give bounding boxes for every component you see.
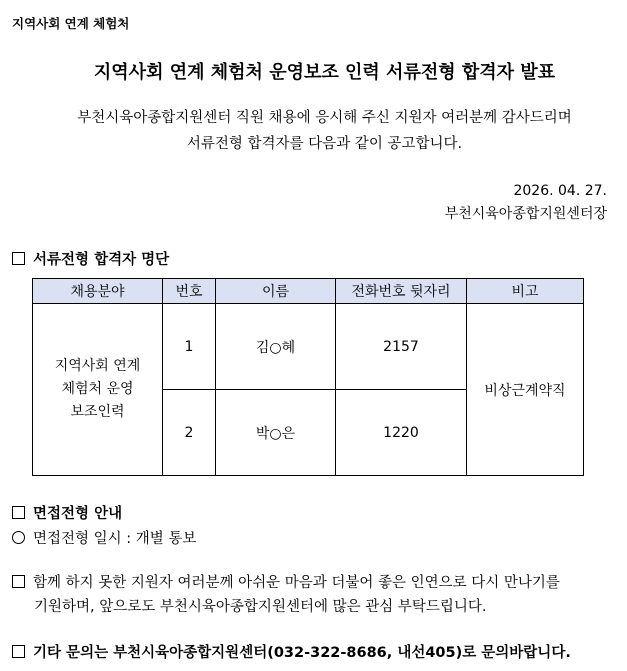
column-header: 이름 — [216, 279, 336, 304]
thanks-line-2: 기원하며, 앞으로도 부천시육아종합지원센터에 많은 관심 부탁드립니다. — [34, 599, 487, 615]
intro-text — [0, 105, 627, 157]
square-bullet-icon — [12, 252, 25, 265]
remark-cell: 비상근계약직 — [467, 304, 584, 476]
page-title: 지역사회 연계 체험처 운영보조 인력 서류전형 합격자 발표 — [93, 62, 556, 83]
section-pass-heading — [12, 248, 169, 269]
column-header: 번호 — [163, 279, 216, 304]
table-header-row — [33, 279, 584, 304]
field-cell — [33, 304, 163, 476]
square-bullet-icon — [12, 575, 25, 588]
name-cell: 박○은 — [216, 390, 336, 476]
section-interview-heading — [12, 502, 122, 523]
square-bullet-icon — [12, 645, 25, 658]
number-cell: 2 — [163, 390, 216, 476]
column-header: 비고 — [467, 279, 584, 304]
header-tag: 지역사회 연계 체험처 — [12, 16, 130, 31]
field-line: 지역사회 연계 — [54, 358, 141, 374]
date-block — [445, 180, 607, 226]
circle-bullet-icon — [12, 531, 25, 544]
announcement-date: 2026. 04. 27. — [513, 183, 607, 199]
section-pass-title: 서류전형 합격자 명단 — [33, 252, 170, 268]
thanks-paragraph — [12, 571, 612, 619]
phone-cell: 2157 — [336, 304, 467, 390]
issuer: 부천시육아종합지원센터장 — [444, 206, 607, 222]
contact-line — [12, 641, 571, 662]
thanks-line-1: 함께 하지 못한 지원자 여러분께 아쉬운 마음과 더불어 좋은 인연으로 다시 만나기를 — [33, 575, 560, 591]
table-row — [33, 304, 584, 390]
number-cell: 1 — [163, 304, 216, 390]
interview-schedule: 면접전형 일시 : 개별 통보 — [33, 531, 197, 547]
field-line: 보조인력 — [70, 404, 125, 420]
field-line: 체험처 운영 — [61, 381, 134, 397]
contact-text: 기타 문의는 부천시육아종합지원센터(032-322-8686, 내선405)로 문의바랍니다. — [33, 645, 571, 661]
results-table — [32, 278, 584, 476]
section-interview-title: 면접전형 안내 — [33, 506, 123, 522]
square-bullet-icon — [12, 506, 25, 519]
name-cell: 김○혜 — [216, 304, 336, 390]
interview-item — [12, 527, 196, 548]
column-header: 전화번호 뒷자리 — [336, 279, 467, 304]
phone-cell: 1220 — [336, 390, 467, 476]
intro-line-2: 서류전형 합격자를 다음과 같이 공고합니다. — [186, 136, 463, 152]
intro-line-1: 부천시육아종합지원센터 직원 채용에 응시해 주신 지원자 여러분께 감사드리며 — [77, 110, 572, 126]
column-header: 채용분야 — [33, 279, 163, 304]
